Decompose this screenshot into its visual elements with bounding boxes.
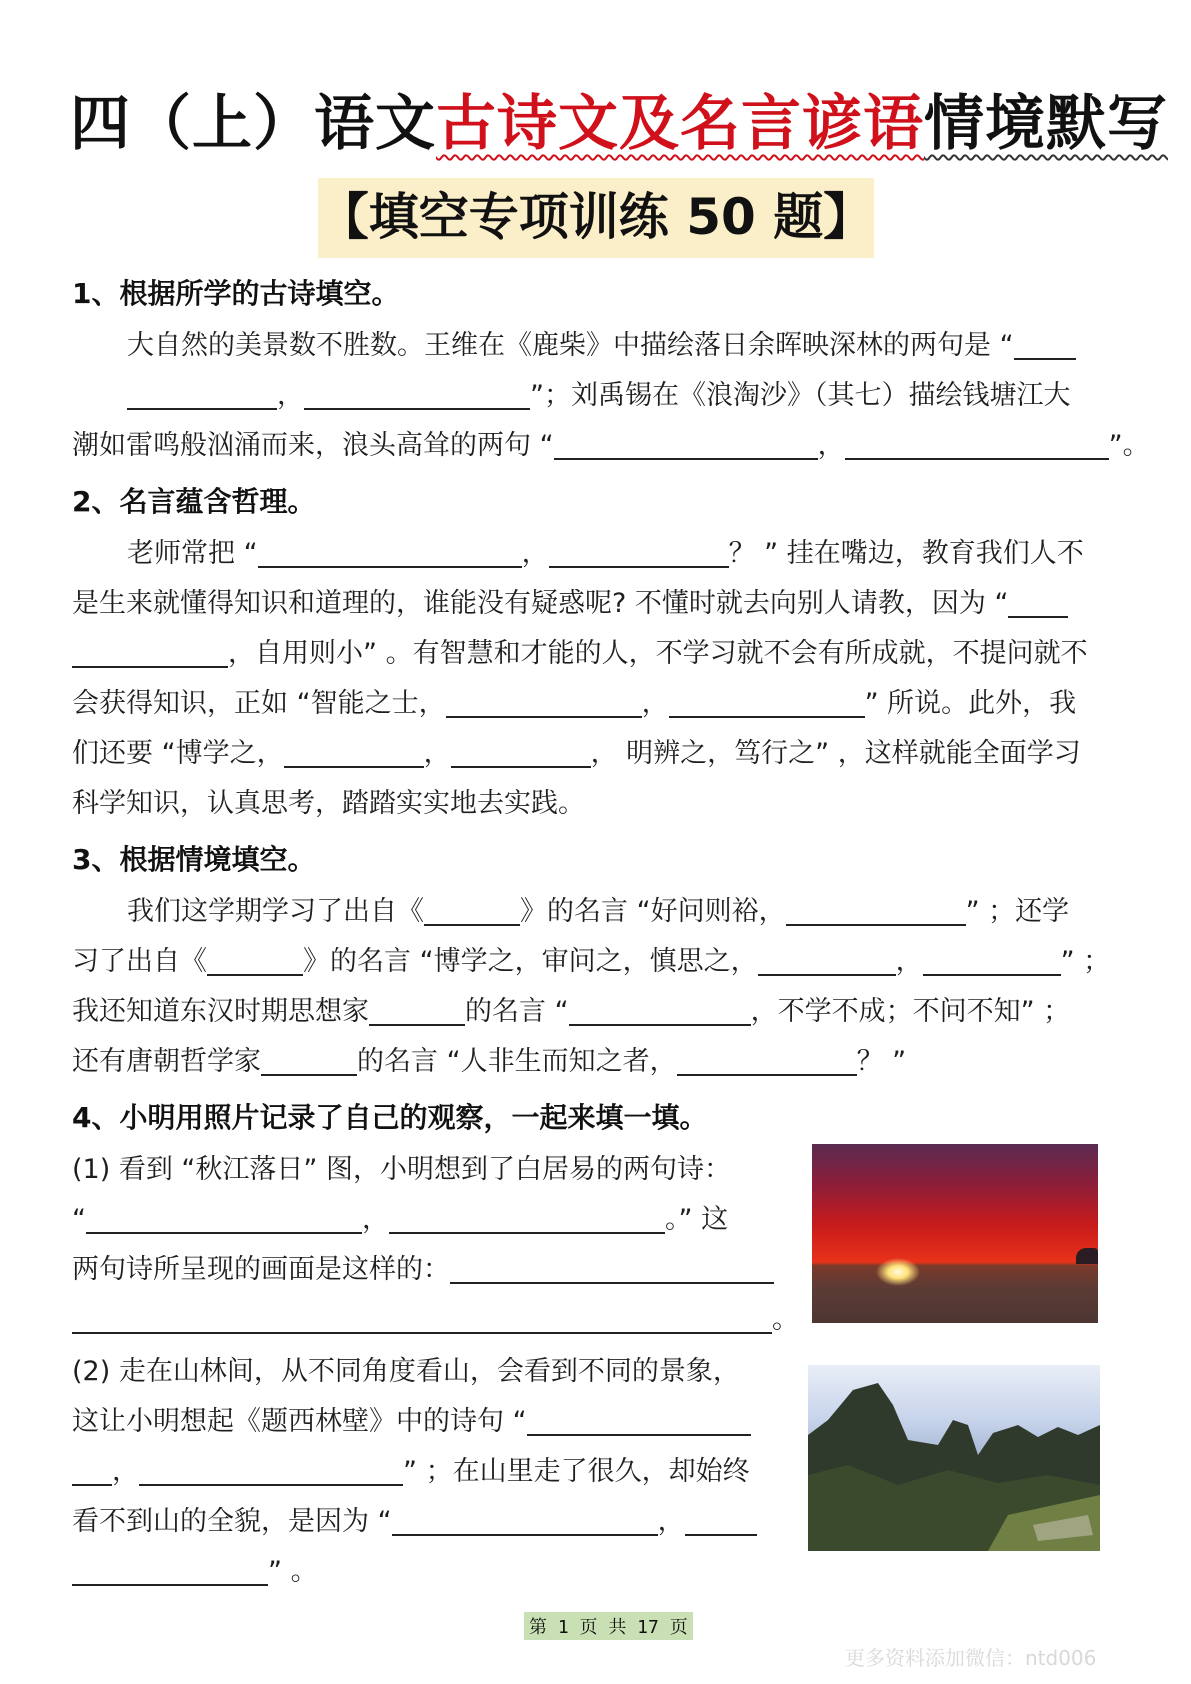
answer-blank[interactable] (923, 944, 1061, 976)
q1-heading: 1、根据所学的古诗填空。 (72, 277, 400, 310)
q3-text-line: 我还知道东汉时期思想家 的名言 “ ，不学不成；不问不知” ； (72, 996, 1071, 1027)
answer-blank[interactable] (284, 736, 424, 768)
answer-blank[interactable] (139, 1454, 403, 1486)
q3-text-line: 还有唐朝哲学家 的名言 “人非生而知之者， ？ ” (72, 1046, 907, 1077)
answer-blank[interactable] (451, 736, 591, 768)
island-silhouette (1076, 1248, 1098, 1264)
q2-text-line: 会获得知识，正如 “智能之士， ， ” 所说。此外，我 (72, 688, 1077, 719)
q2-heading: 2、名言蕴含哲理。 (72, 485, 316, 518)
q4-part2-line: 看不到山的全貌，是因为 “ ， (72, 1502, 757, 1542)
answer-blank[interactable] (1014, 328, 1076, 360)
answer-blank[interactable] (569, 994, 751, 1026)
q4-part1-line: 两句诗所呈现的画面是这样的： (72, 1250, 774, 1290)
title-highlight: 古诗文及名言谚语 (436, 89, 924, 159)
q4-part2-line: ， ” ；在山里走了很久，却始终 (72, 1452, 750, 1492)
q3-heading: 3、根据情境填空。 (72, 843, 316, 876)
q4-heading: 4、小明用照片记录了自己的观察，一起来填一填。 (72, 1101, 708, 1134)
karst-mountains-photo (808, 1365, 1100, 1551)
sunset-over-river-photo (812, 1144, 1098, 1323)
page-subtitle: 【填空专项训练 50 题】 (318, 188, 874, 246)
answer-blank[interactable] (258, 536, 522, 568)
answer-blank[interactable] (758, 944, 896, 976)
answer-blank[interactable] (1008, 586, 1068, 618)
answer-blank[interactable] (424, 894, 520, 926)
q2-text-line: 老师常把 “ ， ？ ” 挂在嘴边，教育我们人不 (127, 538, 1084, 569)
answer-blank[interactable] (527, 1404, 751, 1436)
answer-blank[interactable] (389, 1202, 665, 1234)
answer-blank[interactable] (685, 1504, 757, 1536)
q4-part1-line: 。 (72, 1300, 799, 1340)
answer-blank[interactable] (369, 994, 465, 1026)
answer-blank[interactable] (72, 1454, 112, 1486)
answer-blank[interactable] (669, 686, 865, 718)
q3-text-line: 习了出自《 》的名言 “博学之，审问之，慎思之， ， ” ； (72, 946, 1111, 977)
q2-text-line: 是生来就懂得知识和道理的，谁能没有疑惑呢? 不懂时就去向别人请教，因为 “ (72, 584, 1068, 624)
watermark-text: 更多资料添加微信：ntd006 (845, 1646, 1097, 1670)
q3-text-line: 我们这学期学习了出自《 》的名言 “好问则裕， ” ；还学 (127, 896, 1070, 927)
answer-blank[interactable] (677, 1044, 857, 1076)
answer-blank[interactable] (72, 636, 228, 668)
answer-blank[interactable] (392, 1504, 658, 1536)
answer-blank[interactable] (72, 1554, 268, 1586)
answer-blank[interactable] (86, 1202, 362, 1234)
title-suffix: 情境默写 (924, 89, 1168, 159)
q2-text-line: 们还要 “博学之， ， ， 明辨之，笃行之” ，这样就能全面学习 (72, 738, 1081, 769)
answer-blank[interactable] (845, 428, 1109, 460)
answer-blank[interactable] (261, 1044, 357, 1076)
answer-blank[interactable] (450, 1252, 774, 1284)
q1-text-line: 大自然的美景数不胜数。王维在《鹿柴》中描绘落日余晖映深林的两句是 “ (127, 326, 1076, 366)
q1-text-line: ， ”；刘禹锡在《浪淘沙》（其七）描绘钱塘江大 (127, 376, 1071, 416)
q2-text-line: ，自用则小” 。有智慧和才能的人，不学习就不会有所成就，不提问就不 (72, 634, 1088, 674)
q4-part2-line: 这让小明想起《题西林壁》中的诗句 “ (72, 1402, 751, 1442)
q1-text-line: 潮如雷鸣般汹涌而来，浪头高耸的两句 “ ， ”。 (72, 430, 1150, 461)
page-number: 第 1 页 共 17 页 (524, 1612, 693, 1640)
q4-part1-line: “ ， 。” 这 (72, 1204, 729, 1235)
answer-blank[interactable] (207, 944, 303, 976)
q4-part2-line: (2) 走在山林间，从不同角度看山，会看到不同的景象， (72, 1356, 740, 1387)
answer-blank[interactable] (786, 894, 966, 926)
q4-part1-line: (1) 看到 “秋江落日” 图，小明想到了白居易的两句诗： (72, 1154, 731, 1185)
title-grade: 四（上）语文 (70, 89, 436, 159)
page-title (70, 88, 1168, 160)
answer-blank[interactable] (446, 686, 642, 718)
answer-blank[interactable] (72, 1302, 772, 1334)
mountain-silhouette-icon (808, 1365, 1100, 1551)
answer-blank[interactable] (554, 428, 818, 460)
q4-part2-line: ” 。 (72, 1552, 318, 1592)
answer-blank[interactable] (304, 378, 530, 410)
answer-blank[interactable] (127, 378, 277, 410)
q2-text-line: 科学知识，认真思考，踏踏实实地去实践。 (72, 788, 585, 819)
answer-blank[interactable] (549, 536, 729, 568)
